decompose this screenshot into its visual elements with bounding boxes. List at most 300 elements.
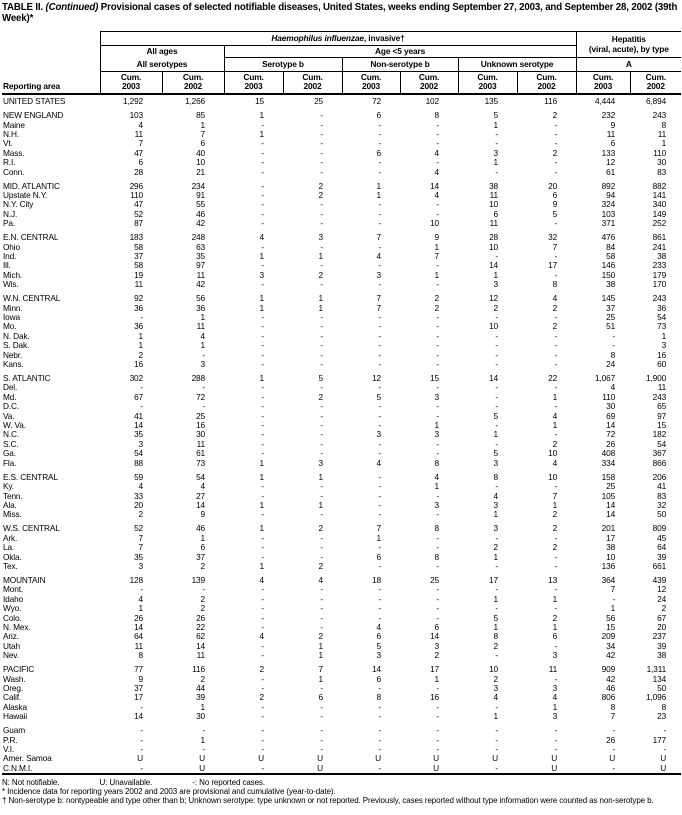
value-cell: - bbox=[202, 383, 205, 393]
value-cell: 2 bbox=[552, 613, 558, 623]
value-cell: 17 bbox=[606, 533, 616, 543]
value-cell: 170 bbox=[652, 280, 667, 290]
value-cell: - bbox=[378, 402, 381, 412]
value-cell: 1 bbox=[200, 533, 205, 543]
value-cell: - bbox=[612, 745, 616, 755]
value-cell: 27 bbox=[196, 491, 205, 501]
reporting-area-cell: D.C. bbox=[3, 402, 19, 412]
value-cell: 59 bbox=[134, 471, 143, 482]
value-cell: 892 bbox=[601, 180, 616, 191]
value-cell: 39 bbox=[657, 552, 667, 562]
value-cell: 11 bbox=[196, 270, 205, 280]
value-cell: 91 bbox=[196, 190, 205, 200]
value-cell: - bbox=[554, 167, 558, 177]
table-title-prefix: TABLE II. bbox=[2, 2, 46, 13]
value-cell: 2 bbox=[259, 693, 264, 703]
value-cell: - bbox=[495, 702, 498, 712]
value-cell: 42 bbox=[606, 674, 616, 684]
table-row bbox=[2, 412, 681, 421]
value-cell: U bbox=[660, 763, 667, 773]
value-cell: 44 bbox=[196, 684, 205, 693]
value-cell: 7 bbox=[376, 523, 381, 534]
legend-unavailable: U: Unavailable. bbox=[99, 778, 153, 788]
value-cell: 5 bbox=[493, 449, 498, 459]
value-cell: - bbox=[320, 158, 323, 168]
table-title-rest: Provisional cases of selected notifiable diseases, United States, weeks ending September 27, 2003, and September 28, 2002 (39th Week)* bbox=[2, 2, 678, 24]
value-cell: - bbox=[554, 735, 558, 745]
value-cell: 6 bbox=[376, 110, 381, 121]
value-cell: 3 bbox=[376, 430, 381, 440]
value-cell: 149 bbox=[652, 209, 667, 219]
value-cell: 54 bbox=[657, 313, 667, 322]
value-cell: 67 bbox=[134, 392, 143, 402]
value-cell: 133 bbox=[601, 148, 616, 158]
reporting-area-cell: S. ATLANTIC bbox=[3, 373, 51, 384]
value-cell: - bbox=[261, 533, 264, 543]
value-cell: - bbox=[261, 350, 264, 360]
value-cell: - bbox=[554, 350, 558, 360]
value-cell: 21 bbox=[196, 167, 205, 177]
value-cell: 367 bbox=[652, 449, 667, 459]
value-cell: 4 bbox=[434, 148, 439, 158]
value-cell: 324 bbox=[601, 200, 616, 210]
value-cell: 243 bbox=[652, 293, 667, 304]
value-cell: 1 bbox=[259, 251, 264, 261]
value-cell: 11 bbox=[196, 439, 205, 449]
value-cell: - bbox=[436, 341, 439, 351]
value-cell: 110 bbox=[653, 148, 667, 158]
value-cell: 2 bbox=[138, 350, 143, 360]
value-cell: - bbox=[261, 674, 264, 684]
value-cell: 14 bbox=[196, 500, 205, 510]
value-cell: 7 bbox=[318, 664, 323, 675]
value-cell: 128 bbox=[129, 574, 143, 585]
value-cell: - bbox=[261, 641, 264, 651]
value-cell: U bbox=[317, 754, 323, 764]
value-cell: - bbox=[495, 350, 498, 360]
value-cell: 7 bbox=[434, 251, 439, 261]
value-cell: - bbox=[320, 110, 323, 121]
table-row bbox=[2, 121, 681, 130]
value-cell: - bbox=[554, 129, 558, 139]
value-cell: 2 bbox=[552, 303, 558, 313]
value-cell: 3 bbox=[376, 270, 381, 280]
value-cell: - bbox=[495, 482, 498, 492]
value-cell: - bbox=[554, 482, 558, 492]
value-cell: - bbox=[495, 402, 498, 412]
value-cell: 12 bbox=[489, 293, 498, 304]
value-cell: - bbox=[554, 585, 558, 595]
value-cell: - bbox=[261, 510, 264, 520]
value-cell: 1 bbox=[552, 622, 558, 632]
table-row bbox=[2, 177, 681, 191]
value-cell: - bbox=[436, 533, 439, 543]
value-cell: 1 bbox=[318, 251, 323, 261]
value-cell: 2 bbox=[552, 322, 558, 332]
reporting-area-cell: Ga. bbox=[3, 449, 16, 459]
table-row bbox=[2, 736, 681, 745]
value-cell: - bbox=[320, 313, 323, 322]
value-cell: - bbox=[261, 622, 264, 632]
value-cell: - bbox=[320, 139, 323, 149]
value-cell: - bbox=[320, 510, 323, 520]
value-cell: - bbox=[436, 585, 439, 595]
reporting-area-cell: Iowa bbox=[3, 313, 20, 322]
value-cell: 6 bbox=[376, 148, 381, 158]
reporting-area-cell: N.Y. City bbox=[3, 200, 34, 210]
legend-not-notifiable: N: Not notifiable. bbox=[2, 778, 60, 788]
value-cell: 2 bbox=[552, 523, 558, 534]
value-cell: 10 bbox=[196, 158, 205, 168]
value-cell: - bbox=[436, 543, 439, 553]
value-cell: 9 bbox=[434, 232, 439, 243]
table-row bbox=[2, 492, 681, 501]
value-cell: 4 bbox=[493, 491, 498, 501]
value-cell: 50 bbox=[657, 510, 667, 520]
value-cell: 7 bbox=[376, 232, 381, 243]
table-row bbox=[2, 651, 681, 660]
value-cell: 7 bbox=[376, 293, 381, 304]
value-cell: 2 bbox=[552, 543, 558, 553]
value-cell: 52 bbox=[134, 209, 143, 219]
value-cell: 52 bbox=[134, 523, 143, 534]
value-cell: - bbox=[320, 421, 323, 431]
value-cell: 37 bbox=[134, 251, 143, 261]
value-cell: U bbox=[317, 763, 323, 773]
value-cell: 1 bbox=[493, 622, 498, 632]
value-cell: - bbox=[378, 219, 381, 229]
value-cell: 476 bbox=[601, 232, 616, 243]
value-cell: 1 bbox=[376, 180, 381, 191]
value-cell: 88 bbox=[134, 458, 143, 468]
value-cell: - bbox=[554, 331, 558, 341]
value-cell: 3 bbox=[493, 458, 498, 468]
reporting-area-cell: Mo. bbox=[3, 322, 17, 332]
value-cell: - bbox=[436, 139, 439, 149]
value-cell: 145 bbox=[601, 293, 616, 304]
value-cell: - bbox=[554, 270, 558, 280]
value-cell: 1,311 bbox=[646, 664, 667, 675]
table-row bbox=[2, 200, 681, 209]
column-group-hep-a: A bbox=[576, 57, 681, 71]
value-cell: 25 bbox=[606, 313, 616, 322]
value-cell: - bbox=[436, 360, 439, 370]
value-cell: - bbox=[436, 702, 439, 712]
value-cell: - bbox=[554, 430, 558, 440]
value-cell: 25 bbox=[314, 96, 323, 107]
value-cell: 7 bbox=[552, 491, 558, 501]
value-cell: 237 bbox=[652, 632, 667, 642]
value-cell: 3 bbox=[552, 712, 558, 722]
value-cell: - bbox=[612, 331, 616, 341]
value-cell: - bbox=[495, 167, 498, 177]
reporting-area-cell: P.R. bbox=[3, 735, 18, 745]
table-row bbox=[2, 421, 681, 430]
value-cell: - bbox=[320, 322, 323, 332]
value-cell: - bbox=[495, 421, 498, 431]
value-cell: 2 bbox=[318, 392, 323, 402]
value-cell: 9 bbox=[610, 120, 616, 130]
value-cell: 35 bbox=[134, 552, 143, 562]
reporting-area-cell: N. Mex. bbox=[3, 622, 31, 632]
value-cell: - bbox=[436, 129, 439, 139]
value-cell: 1 bbox=[552, 392, 558, 402]
corner-cell bbox=[2, 57, 100, 71]
value-cell: - bbox=[495, 360, 498, 370]
value-cell: - bbox=[495, 763, 498, 773]
table-row bbox=[2, 684, 681, 693]
value-cell: 15 bbox=[430, 373, 439, 384]
value-cell: - bbox=[378, 702, 381, 712]
table-row bbox=[2, 440, 681, 449]
value-cell: - bbox=[436, 200, 439, 210]
table-row bbox=[2, 360, 681, 369]
value-cell: - bbox=[320, 585, 323, 595]
value-cell: 296 bbox=[129, 180, 143, 191]
value-cell: - bbox=[320, 430, 323, 440]
reporting-area-cell: Alaska bbox=[3, 702, 28, 712]
value-cell: 206 bbox=[652, 471, 667, 482]
value-cell: 243 bbox=[652, 392, 667, 402]
value-cell: - bbox=[261, 543, 264, 553]
value-cell: - bbox=[320, 449, 323, 459]
value-cell: 85 bbox=[196, 110, 205, 121]
value-cell: - bbox=[320, 702, 323, 712]
value-cell: 1 bbox=[200, 120, 205, 130]
value-cell: - bbox=[436, 561, 439, 571]
value-cell: - bbox=[436, 313, 439, 322]
value-cell: 1 bbox=[318, 500, 323, 510]
value-cell: 83 bbox=[657, 167, 667, 177]
value-cell: 8 bbox=[434, 552, 439, 562]
value-cell: 4 bbox=[552, 293, 558, 304]
value-cell: 2 bbox=[318, 561, 323, 571]
value-cell: - bbox=[378, 500, 381, 510]
value-cell: - bbox=[378, 322, 381, 332]
value-cell: 1,900 bbox=[646, 373, 667, 384]
value-cell: 32 bbox=[548, 232, 558, 243]
column-group-haemophilus bbox=[100, 31, 576, 45]
value-cell: - bbox=[261, 139, 264, 149]
value-cell: - bbox=[495, 604, 498, 614]
reporting-area-cell: S. Dak. bbox=[3, 341, 30, 351]
value-cell: 20 bbox=[134, 500, 143, 510]
value-cell: - bbox=[436, 331, 439, 341]
value-cell: - bbox=[320, 148, 323, 158]
value-cell: 1 bbox=[318, 303, 323, 313]
value-cell: 62 bbox=[196, 632, 205, 642]
table-row bbox=[2, 168, 681, 177]
value-cell: 12 bbox=[657, 585, 667, 595]
reporting-area-cell: Idaho bbox=[3, 594, 24, 604]
reporting-area-cell: V.I. bbox=[3, 745, 15, 755]
value-cell: - bbox=[495, 383, 498, 393]
value-cell: 116 bbox=[192, 664, 205, 675]
value-cell: 32 bbox=[657, 500, 667, 510]
value-cell: 25 bbox=[430, 574, 439, 585]
value-cell: - bbox=[663, 745, 667, 755]
value-cell: 1 bbox=[259, 500, 264, 510]
value-cell: 7 bbox=[138, 139, 143, 149]
value-cell: 243 bbox=[652, 110, 667, 121]
value-cell: - bbox=[378, 341, 381, 351]
value-cell: 8 bbox=[376, 693, 381, 703]
reporting-area-cell: Kans. bbox=[3, 360, 24, 370]
value-cell: 20 bbox=[548, 180, 558, 191]
table-row bbox=[2, 191, 681, 200]
reporting-area-cell: N.H. bbox=[3, 129, 19, 139]
table-row bbox=[2, 571, 681, 585]
reporting-area-cell: Mich. bbox=[3, 270, 23, 280]
col-header-hepa-cum-2003: Cum. 2003 bbox=[576, 71, 630, 94]
value-cell: - bbox=[378, 471, 381, 482]
value-cell: 241 bbox=[652, 242, 667, 252]
value-cell: 46 bbox=[606, 684, 616, 693]
value-cell: 248 bbox=[191, 232, 205, 243]
value-cell: 3 bbox=[552, 684, 558, 693]
value-cell: 39 bbox=[657, 641, 667, 651]
value-cell: - bbox=[261, 430, 264, 440]
value-cell: 3 bbox=[552, 651, 558, 661]
value-cell: 1,067 bbox=[595, 373, 616, 384]
reporting-area-cell: Del. bbox=[3, 383, 18, 393]
value-cell: 882 bbox=[652, 180, 667, 191]
reporting-area-cell: Vt. bbox=[3, 139, 13, 149]
value-cell: 26 bbox=[606, 735, 616, 745]
reporting-area-cell: N.C. bbox=[3, 430, 19, 440]
value-cell: - bbox=[320, 120, 323, 130]
value-cell: 233 bbox=[652, 261, 667, 271]
value-cell: - bbox=[378, 613, 381, 623]
table-row bbox=[2, 271, 681, 280]
value-cell: - bbox=[495, 313, 498, 322]
value-cell: - bbox=[663, 725, 667, 736]
value-cell: 408 bbox=[601, 449, 616, 459]
value-cell: 9 bbox=[552, 200, 558, 210]
value-cell: 3 bbox=[434, 392, 439, 402]
table-row bbox=[2, 383, 681, 392]
table-row bbox=[2, 693, 681, 702]
value-cell: 22 bbox=[548, 373, 558, 384]
value-cell: 26 bbox=[606, 439, 616, 449]
value-cell: - bbox=[378, 449, 381, 459]
value-cell: - bbox=[202, 725, 205, 736]
value-cell: 14 bbox=[606, 421, 616, 431]
value-cell: 4 bbox=[200, 482, 205, 492]
value-cell: - bbox=[140, 402, 143, 412]
value-cell: 1 bbox=[434, 482, 439, 492]
value-cell: - bbox=[378, 158, 381, 168]
value-cell: - bbox=[261, 158, 264, 168]
value-cell: 103 bbox=[601, 209, 616, 219]
value-cell: 2 bbox=[434, 651, 439, 661]
value-cell: 1 bbox=[259, 561, 264, 571]
column-group-all-serotypes: All serotypes bbox=[100, 57, 224, 71]
value-cell: 1 bbox=[493, 510, 498, 520]
value-cell: 2 bbox=[434, 303, 439, 313]
value-cell: 97 bbox=[657, 411, 667, 421]
value-cell: 14 bbox=[489, 373, 498, 384]
value-cell: 51 bbox=[606, 322, 616, 332]
value-cell: 94 bbox=[606, 190, 616, 200]
col-header-serob-cum-2003: Cum. 2003 bbox=[224, 71, 283, 94]
table-row bbox=[2, 369, 681, 383]
value-cell: 150 bbox=[601, 270, 616, 280]
value-cell: - bbox=[261, 421, 264, 431]
value-cell: 232 bbox=[601, 110, 616, 121]
table-row bbox=[2, 149, 681, 158]
value-cell: 42 bbox=[196, 280, 205, 290]
value-cell: 8 bbox=[552, 280, 558, 290]
value-cell: 1 bbox=[259, 303, 264, 313]
reporting-area-cell: Wis. bbox=[3, 280, 19, 290]
value-cell: 4,444 bbox=[595, 96, 616, 107]
value-cell: 1 bbox=[434, 270, 439, 280]
table-row bbox=[2, 402, 681, 411]
value-cell: - bbox=[436, 449, 439, 459]
value-cell: 7 bbox=[138, 533, 143, 543]
value-cell: 14 bbox=[134, 421, 143, 431]
value-cell: - bbox=[378, 745, 381, 755]
value-cell: - bbox=[554, 120, 558, 130]
corner-cell bbox=[2, 45, 100, 57]
value-cell: - bbox=[320, 167, 323, 177]
value-cell: - bbox=[378, 712, 381, 722]
value-cell: 2 bbox=[493, 543, 498, 553]
reporting-area-cell: Conn. bbox=[3, 167, 25, 177]
value-cell: 5 bbox=[493, 110, 498, 121]
value-cell: 861 bbox=[652, 232, 667, 243]
value-cell: - bbox=[378, 139, 381, 149]
value-cell: U bbox=[433, 763, 439, 773]
value-cell: - bbox=[554, 341, 558, 351]
value-cell: - bbox=[436, 158, 439, 168]
value-cell: 16 bbox=[657, 350, 667, 360]
value-cell: - bbox=[378, 510, 381, 520]
table-row bbox=[2, 595, 681, 604]
value-cell: 42 bbox=[606, 651, 616, 661]
value-cell: 14 bbox=[606, 510, 616, 520]
value-cell: 30 bbox=[606, 402, 616, 412]
value-cell: 3 bbox=[434, 500, 439, 510]
reporting-area-cell: Amer. Samoa bbox=[3, 754, 52, 764]
table-row bbox=[2, 313, 681, 322]
value-cell: 17 bbox=[134, 693, 143, 703]
value-cell: - bbox=[320, 745, 323, 755]
table-row bbox=[2, 393, 681, 402]
reporting-area-cell: Fla. bbox=[3, 458, 17, 468]
value-cell: 5 bbox=[493, 613, 498, 623]
value-cell: U bbox=[258, 754, 264, 764]
value-cell: 65 bbox=[657, 402, 667, 412]
value-cell: - bbox=[378, 594, 381, 604]
value-cell: 661 bbox=[652, 561, 667, 571]
reporting-area-cell: Colo. bbox=[3, 613, 22, 623]
value-cell: - bbox=[140, 383, 143, 393]
value-cell: 16 bbox=[196, 421, 205, 431]
value-cell: 1 bbox=[552, 500, 558, 510]
reporting-area-cell: UNITED STATES bbox=[3, 96, 66, 107]
value-cell: 55 bbox=[196, 200, 205, 210]
value-cell: 1 bbox=[259, 523, 264, 534]
value-cell: 6 bbox=[434, 622, 439, 632]
value-cell: 6 bbox=[552, 632, 558, 642]
value-cell: 1 bbox=[318, 471, 323, 482]
value-cell: - bbox=[436, 725, 439, 736]
value-cell: - bbox=[554, 313, 558, 322]
value-cell: - bbox=[495, 745, 498, 755]
value-cell: - bbox=[378, 439, 381, 449]
